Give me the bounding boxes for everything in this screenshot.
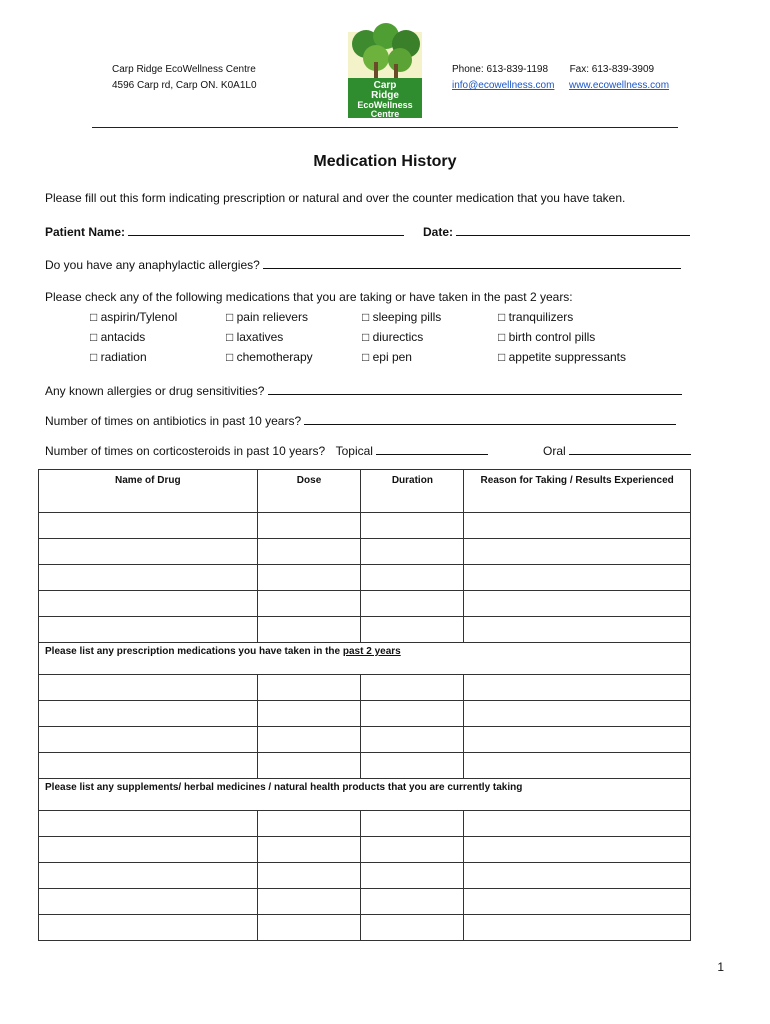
- dose-cell[interactable]: [257, 837, 361, 863]
- supplement-rows: [39, 811, 691, 941]
- reason-cell[interactable]: [464, 889, 691, 915]
- antibiotics-field[interactable]: [304, 413, 676, 425]
- checkbox-label: birth control pills: [508, 330, 596, 344]
- col-header-reason: Reason for Taking / Results Experienced: [464, 470, 691, 513]
- allergies-label: Any known allergies or drug sensitivities?: [45, 384, 265, 398]
- clinic-logo: [346, 22, 424, 120]
- table-row: [39, 753, 691, 779]
- section-prescriptions-text: Please list any prescription medications you have taken in the: [45, 646, 343, 657]
- medication-checkbox-item[interactable]: [498, 330, 595, 344]
- header-divider: [92, 127, 678, 128]
- checkbox-label: appetite suppressants: [508, 350, 627, 364]
- duration-cell[interactable]: [361, 591, 464, 617]
- checkbox-icon[interactable]: □: [498, 350, 506, 364]
- reason-cell[interactable]: [464, 539, 691, 565]
- checkbox-icon[interactable]: □: [90, 330, 98, 344]
- date-label: Date:: [423, 225, 454, 239]
- duration-cell[interactable]: [361, 565, 464, 591]
- checkbox-icon[interactable]: □: [498, 330, 506, 344]
- allergies-row: [45, 383, 682, 398]
- drug-name-cell[interactable]: [39, 889, 258, 915]
- clinic-website-link[interactable]: www.ecowellness.com: [568, 80, 670, 91]
- table-row: [39, 701, 691, 727]
- oral-row: [543, 443, 691, 458]
- current-medications-rows: [39, 513, 691, 643]
- col-header-duration: Duration: [361, 470, 464, 513]
- dose-cell[interactable]: [257, 915, 361, 941]
- drug-name-cell[interactable]: [39, 565, 258, 591]
- dose-cell[interactable]: [257, 811, 361, 837]
- clinic-address: 4596 Carp rd, Carp ON. K0A1L0: [112, 80, 257, 91]
- checkbox-label: chemotherapy: [236, 350, 313, 364]
- drug-name-cell[interactable]: [39, 837, 258, 863]
- clinic-address-block: [112, 62, 257, 94]
- col-header-name: Name of Drug: [39, 470, 258, 513]
- anaphylactic-row: [45, 257, 681, 272]
- drug-name-cell[interactable]: [39, 617, 258, 643]
- reason-cell[interactable]: [464, 591, 691, 617]
- drug-name-cell[interactable]: [39, 915, 258, 941]
- duration-cell[interactable]: [361, 837, 464, 863]
- duration-cell[interactable]: [361, 701, 464, 727]
- medication-checkbox-item[interactable]: [362, 330, 423, 344]
- table-row: [39, 675, 691, 701]
- medication-checkbox-item[interactable]: [90, 350, 147, 364]
- duration-cell[interactable]: [361, 675, 464, 701]
- checkbox-label: aspirin/Tylenol: [100, 310, 178, 324]
- page-number: 1: [717, 960, 724, 974]
- duration-cell[interactable]: [361, 811, 464, 837]
- reason-cell[interactable]: [464, 837, 691, 863]
- patient-name-label: Patient Name:: [45, 225, 126, 239]
- reason-cell[interactable]: [464, 565, 691, 591]
- patient-name-field[interactable]: [128, 224, 404, 236]
- checkbox-icon[interactable]: □: [226, 310, 234, 324]
- dose-cell[interactable]: [257, 617, 361, 643]
- table-row: [39, 727, 691, 753]
- reason-cell[interactable]: [464, 753, 691, 779]
- date-field[interactable]: [456, 224, 690, 236]
- topical-label: Topical: [335, 444, 373, 458]
- oral-field[interactable]: [569, 443, 691, 455]
- duration-cell[interactable]: [361, 727, 464, 753]
- table-header-row: [39, 470, 691, 513]
- reason-cell[interactable]: [464, 675, 691, 701]
- anaphylactic-label: Do you have any anaphylactic allergies?: [45, 258, 260, 272]
- drug-name-cell[interactable]: [39, 811, 258, 837]
- clinic-contact-block: [452, 62, 669, 94]
- checkbox-label: diurectics: [372, 330, 424, 344]
- allergies-field[interactable]: [268, 383, 682, 395]
- medication-checkbox-item[interactable]: [226, 330, 283, 344]
- table-row: [39, 617, 691, 643]
- table-row: [39, 539, 691, 565]
- duration-cell[interactable]: [361, 539, 464, 565]
- drug-name-cell[interactable]: [39, 863, 258, 889]
- corticosteroids-row: [45, 443, 488, 458]
- duration-cell[interactable]: [361, 617, 464, 643]
- checkbox-icon[interactable]: □: [90, 350, 98, 364]
- table-row: [39, 837, 691, 863]
- drug-name-cell[interactable]: [39, 675, 258, 701]
- checkbox-label: sleeping pills: [372, 310, 442, 324]
- checkbox-icon[interactable]: □: [226, 330, 234, 344]
- duration-cell[interactable]: [361, 513, 464, 539]
- checkbox-icon[interactable]: □: [362, 350, 370, 364]
- table-row: [39, 513, 691, 539]
- medication-checkbox-item[interactable]: [90, 330, 145, 344]
- checkbox-icon[interactable]: □: [498, 310, 506, 324]
- clinic-name: Carp Ridge EcoWellness Centre: [112, 64, 256, 75]
- table-row: [39, 591, 691, 617]
- reason-cell[interactable]: [464, 617, 691, 643]
- checkbox-label: tranquilizers: [508, 310, 574, 324]
- table-row: [39, 915, 691, 941]
- reason-cell[interactable]: [464, 701, 691, 727]
- dose-cell[interactable]: [257, 727, 361, 753]
- checkbox-icon[interactable]: □: [90, 310, 98, 324]
- checkbox-label: laxatives: [236, 330, 284, 344]
- dose-cell[interactable]: [257, 753, 361, 779]
- prescription-rows: [39, 675, 691, 779]
- dose-cell[interactable]: [257, 513, 361, 539]
- medication-checkbox-item[interactable]: [362, 310, 441, 324]
- reason-cell[interactable]: [464, 915, 691, 941]
- reason-cell[interactable]: [464, 811, 691, 837]
- col-header-dose: Dose: [257, 470, 361, 513]
- medication-checkbox-item[interactable]: [226, 310, 308, 324]
- table-row: [39, 811, 691, 837]
- checkbox-icon[interactable]: □: [362, 330, 370, 344]
- dose-cell[interactable]: [257, 889, 361, 915]
- antibiotics-label: Number of times on antibiotics in past 10 years?: [45, 414, 302, 428]
- section-supplements-text: Please list any supplements/ herbal medicines / natural health products that you are currently taking: [39, 779, 691, 811]
- logo-word-centre: Centre: [370, 109, 400, 119]
- clinic-fax: Fax: 613-839-3909: [569, 64, 655, 75]
- medications-table: [38, 469, 691, 941]
- medication-checkbox-item[interactable]: [498, 350, 626, 364]
- reason-cell[interactable]: [464, 863, 691, 889]
- logo-word-ridge: Ridge: [371, 90, 399, 101]
- duration-cell[interactable]: [361, 915, 464, 941]
- section-supplements-header: [39, 779, 691, 811]
- page-title: Medication History: [313, 153, 457, 170]
- anaphylactic-field[interactable]: [263, 257, 681, 269]
- medication-checkbox-item[interactable]: [362, 350, 412, 364]
- table-row: [39, 565, 691, 591]
- section-prescriptions-underlined: past 2 years: [342, 646, 401, 657]
- dose-cell[interactable]: [257, 701, 361, 727]
- logo-word-carp: Carp: [373, 80, 397, 91]
- intro-text: Please fill out this form indicating prescription or natural and over the counter medication that you have taken.: [45, 191, 626, 205]
- table-row: [39, 889, 691, 915]
- checkbox-label: antacids: [100, 330, 146, 344]
- oral-label: Oral: [543, 444, 566, 458]
- duration-cell[interactable]: [361, 889, 464, 915]
- medication-checkbox-item[interactable]: [498, 310, 573, 324]
- drug-name-cell[interactable]: [39, 513, 258, 539]
- reason-cell[interactable]: [464, 727, 691, 753]
- dose-cell[interactable]: [257, 565, 361, 591]
- checkbox-label: epi pen: [372, 350, 412, 364]
- checkbox-icon[interactable]: □: [362, 310, 370, 324]
- dose-cell[interactable]: [257, 863, 361, 889]
- dose-cell[interactable]: [257, 539, 361, 565]
- drug-name-cell[interactable]: [39, 591, 258, 617]
- duration-cell[interactable]: [361, 863, 464, 889]
- drug-name-cell[interactable]: [39, 539, 258, 565]
- checkbox-icon[interactable]: □: [226, 350, 234, 364]
- section-prescriptions-header: [39, 643, 691, 675]
- antibiotics-row: [45, 413, 676, 428]
- drug-name-cell[interactable]: [39, 701, 258, 727]
- table-row: [39, 863, 691, 889]
- corticosteroids-label: Number of times on corticosteroids in past 10 years?: [45, 444, 326, 458]
- checkbox-label: pain relievers: [236, 310, 308, 324]
- clinic-email-link[interactable]: info@ecowellness.com: [452, 80, 555, 91]
- logo-word-ecowellness: EcoWellness: [357, 100, 413, 110]
- medication-checkbox-item[interactable]: [90, 310, 177, 324]
- date-row: [423, 224, 690, 239]
- checkbox-label: radiation: [100, 350, 147, 364]
- drug-name-cell[interactable]: [39, 727, 258, 753]
- topical-field[interactable]: [376, 443, 488, 455]
- dose-cell[interactable]: [257, 675, 361, 701]
- patient-name-row: [45, 224, 404, 239]
- dose-cell[interactable]: [257, 591, 361, 617]
- check-prompt: Please check any of the following medications that you are taking or have taken in the past 2 years:: [45, 290, 573, 304]
- medication-checkbox-item[interactable]: [226, 350, 313, 364]
- duration-cell[interactable]: [361, 753, 464, 779]
- drug-name-cell[interactable]: [39, 753, 258, 779]
- clinic-phone: Phone: 613-839-1198: [452, 64, 549, 75]
- reason-cell[interactable]: [464, 513, 691, 539]
